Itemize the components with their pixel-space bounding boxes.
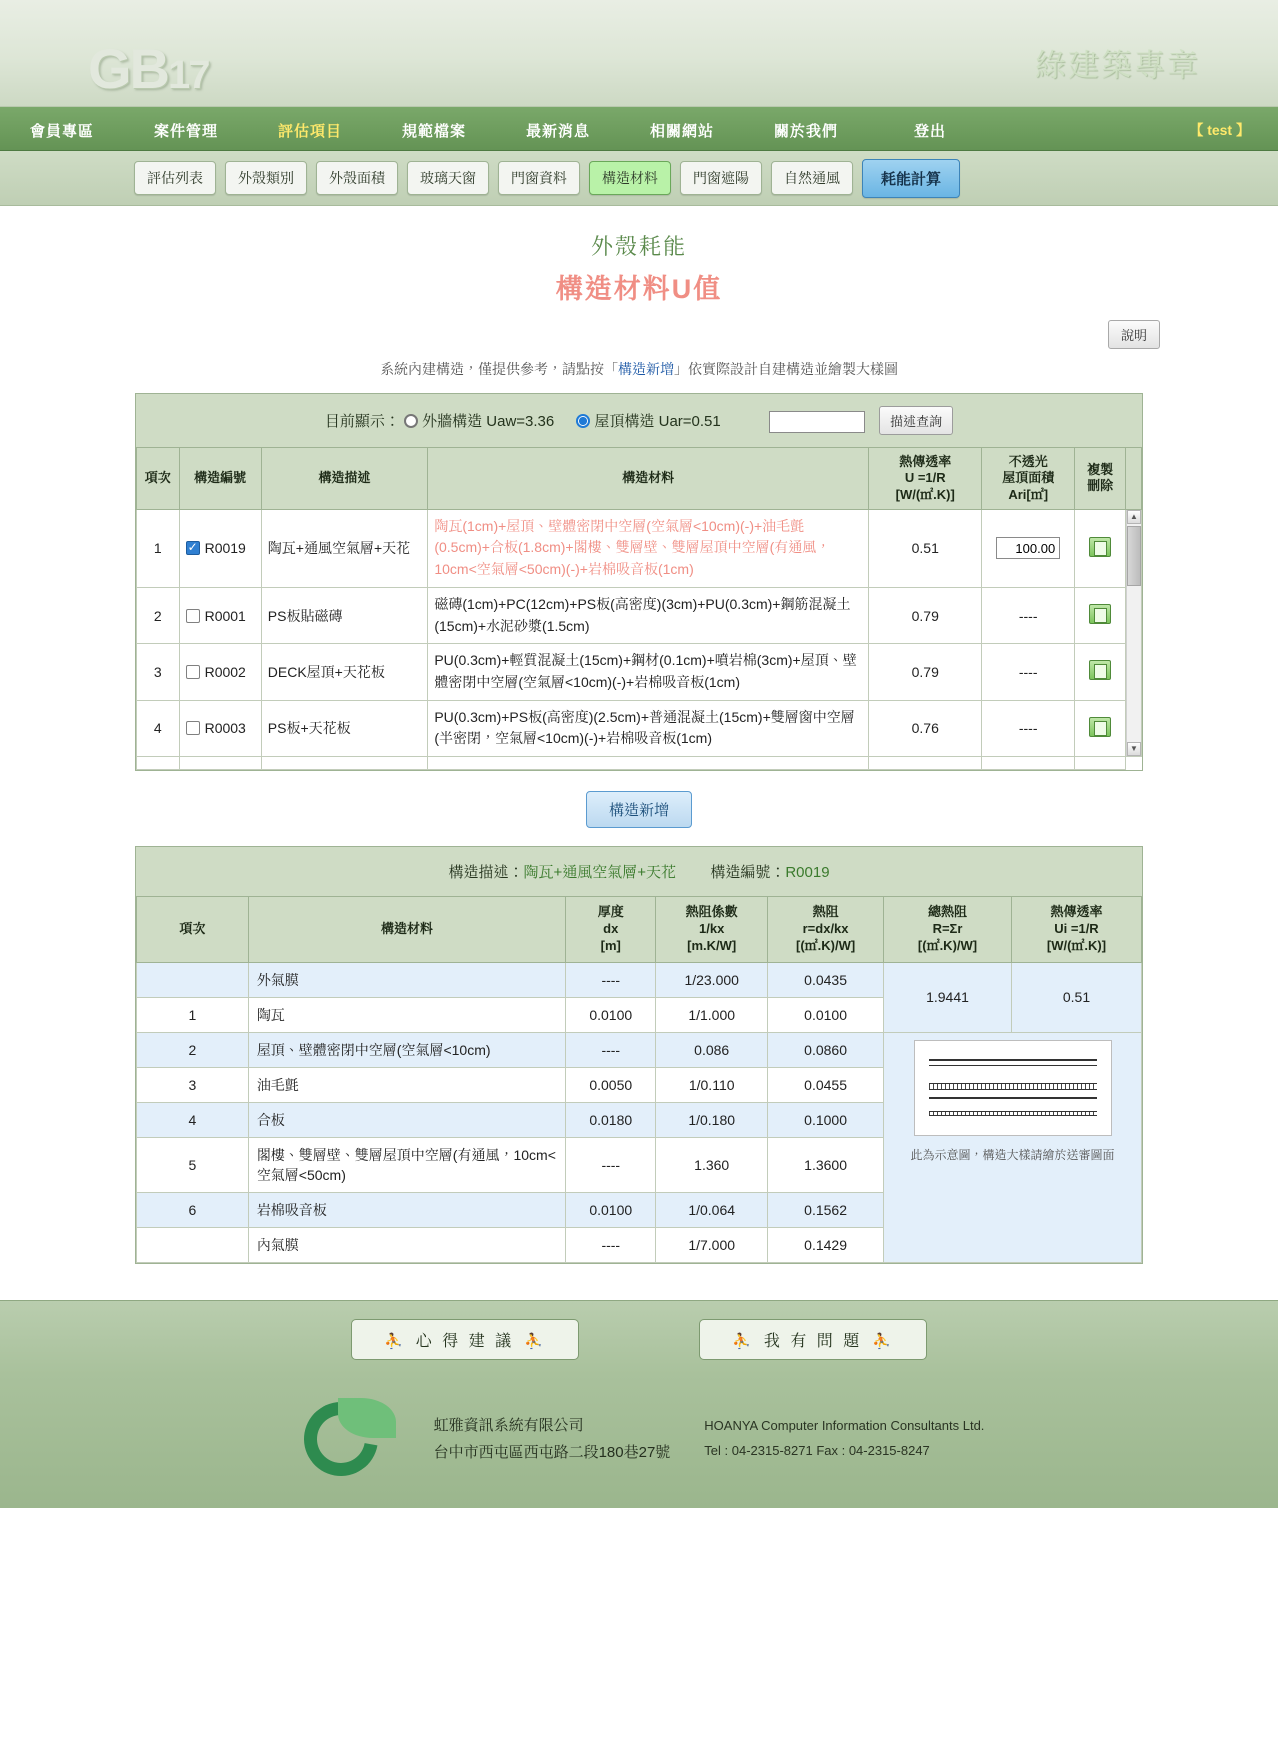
detail-row-r: 0.1000 <box>768 1102 884 1137</box>
help-button[interactable]: 說明 <box>1108 320 1160 349</box>
scroll-up-arrow-icon[interactable]: ▲ <box>1127 510 1141 524</box>
table-row[interactable] <box>137 644 1142 700</box>
row-area: ---- <box>982 644 1075 700</box>
nav-item-spec[interactable]: 規範檔案 <box>401 123 466 140</box>
row-copy-cell[interactable] <box>1075 587 1126 643</box>
col-code: 構造編號 <box>179 448 261 510</box>
detail-col-material: 構造材料 <box>248 896 565 962</box>
col-u-line2: U =1/R <box>904 470 946 486</box>
filter-label: 目前顯示： <box>324 413 400 430</box>
row-checkbox[interactable] <box>186 541 200 555</box>
detail-col-thickness-l3: [m] <box>600 937 621 953</box>
detail-row-material: 屋頂、壁體密閉中空層(空氣層<10cm) <box>248 1032 565 1067</box>
row-index: 2 <box>137 587 180 643</box>
row-u-value: 0.79 <box>869 644 982 700</box>
row-copy-empty <box>1075 756 1126 769</box>
col-u-value <box>869 448 982 510</box>
row-desc-empty <box>261 756 428 769</box>
detail-row <box>137 1032 1142 1067</box>
detail-row-material: 岩棉吸音板 <box>248 1192 565 1227</box>
row-code-cell[interactable] <box>179 700 261 756</box>
row-material-empty <box>428 756 869 769</box>
page-header <box>0 0 1278 107</box>
detail-row-no <box>137 962 249 997</box>
company-address-zh: 台中市西屯區西屯路二段180巷27號 <box>433 1443 671 1461</box>
col-material: 構造材料 <box>428 448 869 510</box>
col-desc: 構造描述 <box>261 448 428 510</box>
row-code: R0019 <box>204 540 246 557</box>
row-code-cell[interactable] <box>179 644 261 700</box>
detail-row <box>137 962 1142 997</box>
page-footer <box>0 1374 1278 1508</box>
company-info-zh <box>434 1412 671 1466</box>
detail-col-k-l3: [m.K/W] <box>687 937 737 953</box>
detail-row-material: 閣樓、雙層壁、雙層屋頂中空層(有通風，10cm<空氣層<50cm) <box>248 1137 565 1192</box>
row-desc: PS板貼磁磚 <box>261 587 428 643</box>
company-contact-en: Tel : 04-2315-8271 Fax : 04-2315-8247 <box>704 1442 930 1458</box>
page-title: 構造材料U值 <box>555 274 723 304</box>
row-area: ---- <box>982 587 1075 643</box>
tab-envelope-area[interactable]: 外殼面積 <box>316 161 398 195</box>
row-index: 4 <box>137 700 180 756</box>
row-material: PU(0.3cm)+輕質混凝土(15cm)+鋼材(0.1cm)+噴岩棉(3cm)+屋頂、壁體密閉中空層(空氣層<10cm)(-)+岩棉吸音板(1cm) <box>428 644 869 700</box>
detail-col-no: 項次 <box>137 896 249 962</box>
filter-wall-value: Uaw=3.36 <box>486 413 555 430</box>
detail-col-r-l2: r=dx/kx <box>802 920 849 936</box>
detail-row-dx: 0.0100 <box>566 997 656 1032</box>
feedback-suggestion-button[interactable] <box>351 1319 579 1360</box>
col-area-line3: Ari[㎡] <box>1008 486 1049 502</box>
row-material: PU(0.3cm)+PS板(高密度)(2.5cm)+普通混凝土(15cm)+雙層窗中空層(半密閉，空氣層<10cm)(-)+岩棉吸音板(1cm) <box>428 700 869 756</box>
row-u-empty <box>869 756 982 769</box>
construction-table <box>136 447 1142 770</box>
construction-detail-panel <box>135 846 1143 1264</box>
col-area <box>982 448 1075 510</box>
person-icon-2-right: ⛹ <box>872 1332 894 1350</box>
detail-row-no: 1 <box>137 997 249 1032</box>
filter-roof-label: 屋頂構造 <box>594 413 655 430</box>
company-name-en: HOANYA Computer Information Consultants Ltd. <box>704 1417 985 1433</box>
col-area-line2: 屋頂面積 <box>1002 470 1055 486</box>
row-area-cell[interactable] <box>982 509 1075 587</box>
detail-row-no: 4 <box>137 1102 249 1137</box>
col-copy-delete <box>1075 448 1126 510</box>
detail-row-k: 1.360 <box>656 1137 768 1192</box>
person-icon-right: ⛹ <box>524 1332 546 1350</box>
copy-icon[interactable] <box>1089 537 1111 557</box>
row-checkbox[interactable] <box>186 609 200 623</box>
detail-row-k: 1/23.000 <box>656 962 768 997</box>
scroll-down-arrow-icon[interactable]: ▼ <box>1127 742 1141 756</box>
table-scrollbar[interactable] <box>1126 509 1142 756</box>
detail-col-r-l3: [(㎡.K)/W] <box>795 937 856 953</box>
detail-row-dx: ---- <box>566 1032 656 1067</box>
detail-row-r: 0.0100 <box>768 997 884 1032</box>
radio-wall-icon[interactable] <box>404 414 418 428</box>
detail-col-thickness-l2: dx <box>603 920 619 936</box>
row-code-cell[interactable] <box>179 587 261 643</box>
detail-row-r: 0.0435 <box>768 962 884 997</box>
detail-col-u-l2: Ui =1/R <box>1054 920 1099 936</box>
detail-row-r: 0.1562 <box>768 1192 884 1227</box>
row-copy-cell[interactable] <box>1075 644 1126 700</box>
col-u-line3: [W/(㎡.K)] <box>895 486 955 502</box>
detail-col-r <box>768 896 884 962</box>
detail-row-material: 內氣膜 <box>248 1227 565 1262</box>
detail-desc-value: 陶瓦+通風空氣層+天花 <box>523 863 676 881</box>
detail-row-material: 合板 <box>248 1102 565 1137</box>
detail-col-k <box>656 896 768 962</box>
row-code: R0003 <box>204 720 246 737</box>
company-logo-icon <box>294 1396 400 1482</box>
copy-icon[interactable] <box>1089 660 1111 680</box>
detail-row-dx: ---- <box>566 962 656 997</box>
detail-row-dx: 0.0180 <box>566 1102 656 1137</box>
detail-row-k: 1/1.000 <box>656 997 768 1032</box>
detail-row-k: 1/7.000 <box>656 1227 768 1262</box>
site-logo <box>88 36 209 101</box>
hint-suffix: 」依實際設計自建構造並繪製大樣圖 <box>674 361 898 377</box>
detail-row-r: 0.1429 <box>768 1227 884 1262</box>
feedback-suggestion-label: 心 得 建 議 <box>415 1332 515 1350</box>
current-user-label: 【 test 】 <box>1189 122 1250 138</box>
detail-code-value: R0019 <box>785 863 830 881</box>
detail-row-no <box>137 1227 249 1262</box>
hint-prefix: 系統內建構造，僅提供參考，請點按「 <box>380 361 618 377</box>
person-icon-2: ⛹ <box>732 1332 754 1350</box>
col-index: 項次 <box>137 448 180 510</box>
row-u-value: 0.76 <box>869 700 982 756</box>
page-hint <box>0 359 1278 379</box>
logo-text: GB <box>88 37 168 100</box>
add-construction-row <box>0 791 1278 828</box>
table-header-row <box>137 448 1142 510</box>
detail-total-u: 0.51 <box>1011 962 1141 1032</box>
nav-item-assessment[interactable]: 評估項目 <box>277 123 342 140</box>
scrollbar-thumb[interactable] <box>1127 526 1141 586</box>
detail-col-k-l1: 熱阻係數 <box>685 903 738 919</box>
row-material: 陶瓦(1cm)+屋頂、壁體密閉中空層(空氣層<10cm)(-)+油毛氈(0.5cm)+合板(1.8cm)+閣樓、雙層壁、雙層屋頂中空層(有通風，10cm<空氣層<50cm)(-)+岩棉吸音板(1cm) <box>428 509 869 587</box>
tab-glass-skylight[interactable]: 玻璃天窗 <box>407 161 489 195</box>
page-title-block <box>0 230 1278 306</box>
detail-code-label: 構造編號： <box>710 863 786 881</box>
nav-item-case[interactable]: 案件管理 <box>153 123 218 140</box>
tab-construction-material[interactable]: 構造材料 <box>589 161 671 195</box>
table-row[interactable] <box>137 587 1142 643</box>
detail-row-dx: ---- <box>566 1137 656 1192</box>
detail-diagram-cell <box>884 1032 1142 1262</box>
feedback-question-button[interactable] <box>699 1319 927 1360</box>
col-u-line1: 熱傳透率 <box>899 454 952 469</box>
page-subtitle: 外殼耗能 <box>590 234 687 259</box>
detail-row-material: 油毛氈 <box>248 1067 565 1102</box>
filter-bar <box>136 394 1142 447</box>
row-material: 磁磚(1cm)+PC(12cm)+PS板(高密度)(3cm)+PU(0.3cm)+鋼筋混凝土(15cm)+水泥砂漿(1.5cm) <box>428 587 869 643</box>
detail-row-k: 1/0.110 <box>656 1067 768 1102</box>
hint-link-add-construction[interactable]: 構造新增 <box>618 361 674 377</box>
detail-col-u-l1: 熱傳透率 <box>1050 903 1103 919</box>
detail-col-sum-r <box>884 896 1012 962</box>
filter-roof-value: Uar=0.51 <box>658 413 721 430</box>
tab-window-data[interactable]: 門窗資料 <box>498 161 580 195</box>
detail-row-r: 0.0860 <box>768 1032 884 1067</box>
row-index-empty <box>137 756 180 769</box>
detail-total-r: 1.9441 <box>884 962 1012 1032</box>
row-checkbox[interactable] <box>186 721 200 735</box>
company-info-en <box>704 1414 984 1463</box>
col-copy-line1: 複製 <box>1087 462 1114 478</box>
detail-row-k: 0.086 <box>656 1032 768 1067</box>
detail-row-dx: ---- <box>566 1227 656 1262</box>
row-u-value: 0.51 <box>869 509 982 587</box>
diagram-note: 此為示意圖，構造大樣請繪於送審圖面 <box>910 1147 1115 1162</box>
company-name-zh: 虹雅資訊系統有限公司 <box>433 1416 584 1434</box>
detail-col-k-l2: 1/kx <box>699 920 725 936</box>
detail-row-material: 外氣膜 <box>248 962 565 997</box>
detail-desc-label: 構造描述： <box>448 863 524 881</box>
row-desc: DECK屋頂+天花板 <box>261 644 428 700</box>
table-row[interactable] <box>137 700 1142 756</box>
nav-item-news[interactable]: 最新消息 <box>525 123 590 140</box>
scrollbar-track[interactable] <box>1126 510 1140 756</box>
table-row-partial <box>137 756 1142 769</box>
detail-row-dx: 0.0050 <box>566 1067 656 1102</box>
add-construction-button[interactable]: 構造新增 <box>586 791 692 828</box>
feedback-bar <box>0 1300 1278 1374</box>
construction-list-panel <box>135 393 1143 771</box>
row-index: 1 <box>137 509 180 587</box>
detail-col-r-l1: 熱阻 <box>812 903 839 919</box>
nav-item-member[interactable]: 會員專區 <box>29 123 94 140</box>
row-checkbox[interactable] <box>186 665 200 679</box>
row-u-value: 0.79 <box>869 587 982 643</box>
detail-row-k: 1/0.064 <box>656 1192 768 1227</box>
col-area-line1: 不透光 <box>1008 454 1048 469</box>
filter-option-wall[interactable] <box>404 413 558 430</box>
nav-item-links[interactable]: 相關網站 <box>649 123 714 140</box>
filter-option-roof[interactable] <box>576 413 724 430</box>
row-copy-cell[interactable] <box>1075 700 1126 756</box>
description-search-button[interactable]: 描述查詢 <box>879 406 953 435</box>
detail-col-sum-r-l1: 總熱阻 <box>928 903 968 919</box>
feedback-question-label: 我 有 問 題 <box>763 1332 863 1350</box>
header-title: 綠建築專章 <box>1035 48 1200 83</box>
detail-col-sum-r-l2: R=Σr <box>932 920 963 936</box>
nav-item-about[interactable]: 關於我們 <box>773 123 838 140</box>
detail-row-r: 0.0455 <box>768 1067 884 1102</box>
detail-col-u-l3: [W/(㎡.K)] <box>1046 937 1107 953</box>
col-copy-line2: 刪除 <box>1087 478 1114 494</box>
description-search-input[interactable] <box>769 411 865 433</box>
row-code-cell[interactable] <box>179 509 261 587</box>
detail-row-r: 1.3600 <box>768 1137 884 1192</box>
help-row <box>72 320 1206 349</box>
logo-number: 17 <box>168 53 209 97</box>
main-navigation <box>0 107 1278 151</box>
detail-col-sum-r-l3: [(㎡.K)/W] <box>917 937 978 953</box>
row-area-empty <box>982 756 1075 769</box>
detail-row-no: 6 <box>137 1192 249 1227</box>
tab-assessment-list[interactable]: 評估列表 <box>134 161 216 195</box>
filter-wall-label: 外牆構造 <box>422 413 483 430</box>
row-index: 3 <box>137 644 180 700</box>
row-desc: 陶瓦+通風空氣層+天花 <box>261 509 428 587</box>
detail-header <box>136 847 1142 896</box>
row-area-input[interactable] <box>996 537 1060 559</box>
tab-natural-ventilation[interactable]: 自然通風 <box>771 161 853 195</box>
copy-icon[interactable] <box>1089 717 1111 737</box>
detail-row-k: 1/0.180 <box>656 1102 768 1137</box>
col-scroll <box>1126 448 1142 510</box>
row-desc: PS板+天花板 <box>261 700 428 756</box>
sub-navigation <box>0 151 1278 206</box>
row-area: ---- <box>982 700 1075 756</box>
person-icon: ⛹ <box>384 1332 406 1350</box>
tab-envelope-category[interactable]: 外殼類別 <box>225 161 307 195</box>
construction-diagram <box>914 1040 1112 1136</box>
tab-window-shading[interactable]: 門窗遮陽 <box>680 161 762 195</box>
table-row[interactable] <box>137 509 1142 587</box>
detail-col-thickness <box>566 896 656 962</box>
detail-col-thickness-l1: 厚度 <box>597 903 624 919</box>
tab-energy-calculation[interactable]: 耗能計算 <box>862 159 960 198</box>
radio-roof-icon[interactable] <box>576 414 590 428</box>
row-code-empty <box>179 756 261 769</box>
detail-row-dx: 0.0100 <box>566 1192 656 1227</box>
nav-item-logout[interactable]: 登出 <box>913 123 946 140</box>
detail-header-row <box>137 896 1142 962</box>
detail-row-material: 陶瓦 <box>248 997 565 1032</box>
row-code: R0002 <box>204 663 246 680</box>
detail-row-no: 5 <box>137 1137 249 1192</box>
detail-col-u <box>1011 896 1141 962</box>
row-copy-cell[interactable] <box>1075 509 1126 587</box>
detail-table <box>136 896 1142 1263</box>
copy-icon[interactable] <box>1089 604 1111 624</box>
detail-row-no: 2 <box>137 1032 249 1067</box>
detail-row-no: 3 <box>137 1067 249 1102</box>
row-code: R0001 <box>204 607 246 624</box>
